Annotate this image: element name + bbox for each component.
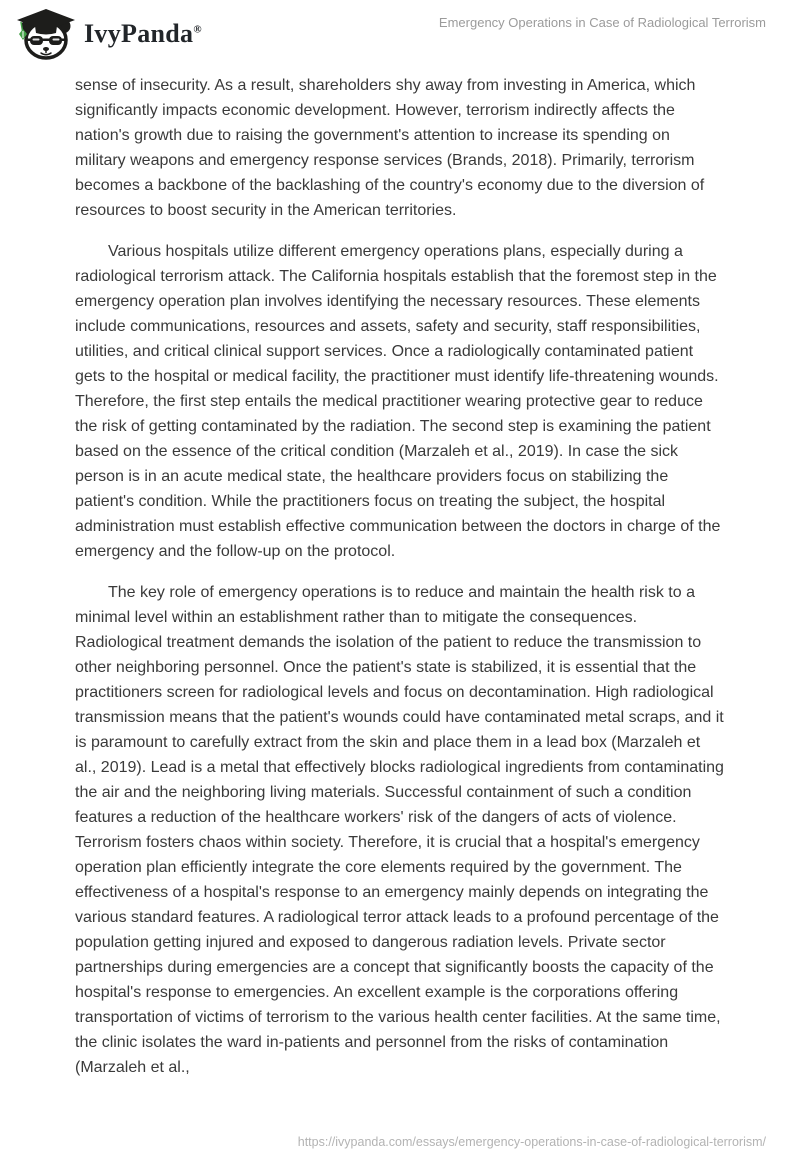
paragraph-3: The key role of emergency operations is to reduce and maintain the health risk to a minimal level within an establishment rather than to mitigate the consequences. Radiological treatment demands the isolation of the patient to reduce the transmission to other neighboring personnel. Once the patient's state is stabilized, it is essential that the practitioners screen for radiological levels and focus on decontamination. High radiological transmission means that the patient's wounds could have contaminated metal scraps, and it is paramount to carefully extract from the skin and place them in a lead box (Marzaleh et al., 2019). Lead is a metal that effectively blocks radiological ingredients from contaminating the air and the neighboring living materials. Successful containment of such a condition features a reduction of the healthcare workers' risk of the dangers of acts of violence. Terrorism fosters chaos within society. Therefore, it is crucial that a hospital's emergency operation plan efficiently integrate the core elements required by the government. The effectiveness of a hospital's response to an emergency mainly depends on integrating the various standard features. A radiological terror attack leads to a profound percentage of the population getting injured and exposed to dangerous radiation levels. Private sector partnerships during emergencies are a concept that significantly boosts the capacity of the hospital's response to emergencies. An excellent example is the corporations offering transportation of victims of terrorism to the various health center facilities. At the same time, the clinic isolates the ward in-patients and personnel from the risks of contamination (Marzaleh et al., bbox=[75, 584, 724, 1076]
paragraph-1: sense of insecurity. As a result, shareholders shy away from investing in America, which significantly impacts economic development. However, terrorism indirectly affects the nation's growth due to raising the government's attention to increase its spending on military weapons and emergency response services (Brands, 2018). Primarily, terrorism becomes a backbone of the backlashing of the country's economy due to the diversion of resources to boost security in the American territories. bbox=[75, 77, 705, 219]
brand-name bbox=[84, 8, 202, 60]
brand bbox=[15, 8, 202, 60]
brand-text: IvyPanda bbox=[84, 19, 194, 48]
page-footer bbox=[298, 1135, 766, 1149]
registered-mark: ® bbox=[193, 23, 202, 36]
page-header bbox=[0, 0, 800, 58]
essay-content bbox=[75, 73, 725, 1080]
source-url: https://ivypanda.com/essays/emergency-operations-in-case-of-radiological-terrorism/ bbox=[297, 1135, 766, 1149]
document-title: Emergency Operations in Case of Radiological Terrorism bbox=[438, 15, 766, 30]
paragraph-2: Various hospitals utilize different emergency operations plans, especially during a radiological terrorism attack. The California hospitals establish that the foremost step in the emergency operation plan involves identifying the necessary resources. These elements include communications, resources and assets, safety and security, staff responsibilities, utilities, and critical clinical support services. Once a radiologically contaminated patient gets to the hospital or medical facility, the practitioner must identify life-threatening wounds. Therefore, the first step entails the medical practitioner wearing protective gear to reduce the risk of getting contaminated by the radiation. The second step is examining the patient based on the essence of the critical condition (Marzaleh et al., 2019). In case the sick person is in an acute medical state, the healthcare providers focus on stabilizing the patient's condition. While the practitioners focus on treating the subject, the hospital administration must establish effective communication between the doctors in charge of the emergency and the follow-up on the protocol. bbox=[75, 243, 721, 560]
ivypanda-panda-graduate-logo-icon bbox=[15, 8, 77, 60]
